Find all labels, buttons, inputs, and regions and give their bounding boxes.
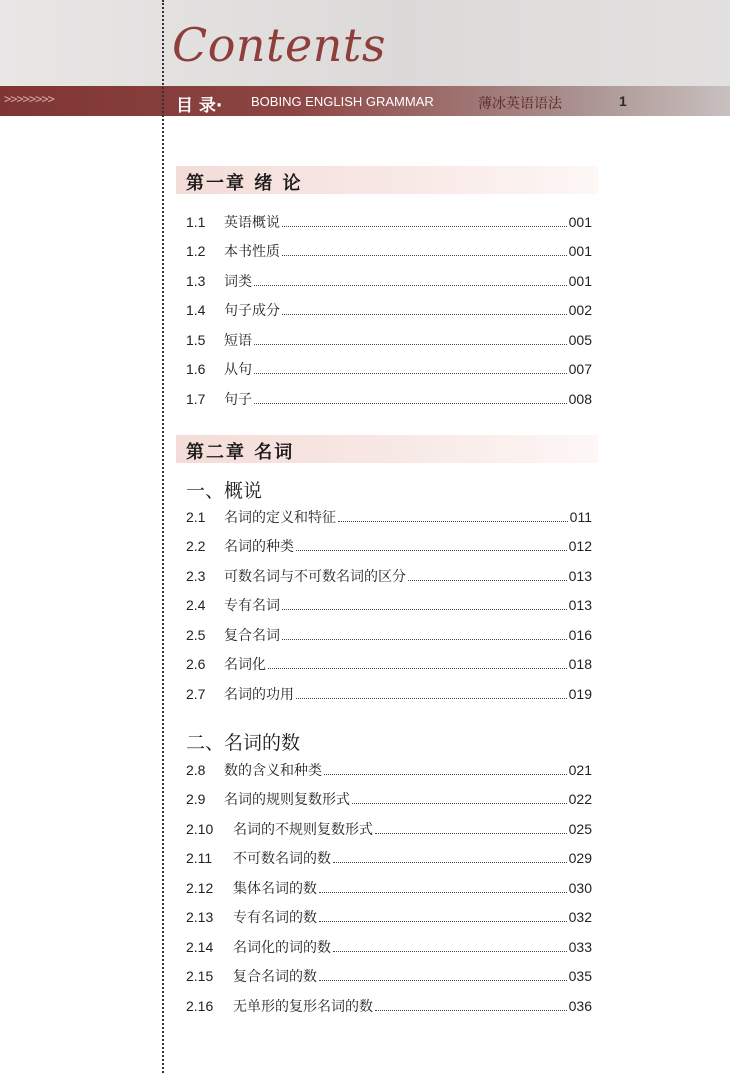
entry-title: 不可数名词的数 [233,851,331,867]
entry-title: 名词的定义和特征 [224,510,336,526]
toc-entry[interactable] [186,330,592,350]
entry-page: 008 [568,391,592,407]
book-title-en: BOBING ENGLISH GRAMMAR [251,94,434,109]
toc-entry[interactable] [186,241,592,261]
entry-number: 2.9 [186,791,206,807]
entry-page: 001 [568,273,592,289]
entry-number: 2.15 [186,968,214,984]
header-band [0,86,730,116]
entry-number: 2.10 [186,821,214,837]
entry-title: 可数名词与不可数名词的区分 [224,569,406,585]
entry-page: 029 [568,850,592,866]
dot-leader [375,1010,567,1011]
entry-title: 无单形的复形名词的数 [233,999,373,1015]
entry-title: 专有名词的数 [233,910,317,926]
entry-number: 1.5 [186,332,206,348]
toc-entry[interactable] [186,271,592,291]
dot-leader [296,550,567,551]
entry-page: 036 [568,998,592,1014]
toc-entry[interactable] [186,789,592,809]
dot-leader [282,226,567,227]
entry-number: 1.3 [186,273,206,289]
entry-title: 名词化的词的数 [233,940,331,956]
section-heading: 一、概说 [186,480,263,502]
entry-title: 短语 [224,333,252,349]
toc-entry[interactable] [186,359,592,379]
entry-title: 从句 [224,362,252,378]
toc-entry[interactable] [186,907,592,927]
dotted-divider [162,0,164,1073]
entry-title: 句子 [224,392,252,408]
dot-leader [352,803,567,804]
toc-entry[interactable] [186,760,592,780]
dot-leader [408,580,567,581]
entry-number: 2.6 [186,656,206,672]
entry-title: 专有名词 [224,598,280,614]
toc-entry[interactable] [186,819,592,839]
dot-leader [333,951,567,952]
toc-entry[interactable] [186,684,592,704]
toc-entry[interactable] [186,507,592,527]
entry-number: 2.16 [186,998,214,1014]
entry-number: 1.7 [186,391,206,407]
entry-title: 名词的不规则复数形式 [233,822,373,838]
chapter-heading [176,435,598,463]
entry-page: 012 [568,538,592,554]
section-heading: 二、名词的数 [186,732,301,754]
toc-entry[interactable] [186,300,592,320]
dot-leader [282,314,567,315]
dot-leader [319,921,567,922]
toc-entry[interactable] [186,536,592,556]
entry-page: 013 [568,568,592,584]
entry-page: 018 [568,656,592,672]
entry-number: 1.1 [186,214,206,230]
page-number: 1 [619,93,627,109]
chapter-title: 第一章 绪 论 [186,173,303,194]
entry-page: 013 [568,597,592,613]
entry-page: 016 [568,627,592,643]
entry-page: 030 [568,880,592,896]
dot-leader [375,833,567,834]
dot-leader [319,980,567,981]
entry-number: 2.13 [186,909,214,925]
entry-number: 1.6 [186,361,206,377]
chapter-title: 第二章 名词 [186,442,295,463]
entry-page: 007 [568,361,592,377]
entry-page: 001 [568,214,592,230]
entry-number: 1.4 [186,302,206,318]
entry-page: 011 [569,509,592,525]
dot-leader [282,609,567,610]
entry-number: 2.7 [186,686,206,702]
entry-title: 名词的种类 [224,539,294,555]
entry-page: 021 [568,762,592,778]
contents-label-cn: 目 录· [176,96,223,116]
entry-page: 002 [568,302,592,318]
entry-number: 2.3 [186,568,206,584]
entry-number: 1.2 [186,243,206,259]
entry-title: 数的含义和种类 [224,763,322,779]
entry-page: 005 [568,332,592,348]
toc-entry[interactable] [186,937,592,957]
entry-page: 022 [568,791,592,807]
dot-leader [254,344,567,345]
toc-entry[interactable] [186,996,592,1016]
entry-page: 033 [568,939,592,955]
entry-number: 2.2 [186,538,206,554]
entry-page: 032 [568,909,592,925]
entry-number: 2.8 [186,762,206,778]
entry-number: 2.4 [186,597,206,613]
entry-number: 2.12 [186,880,214,896]
entry-title: 英语概说 [224,215,280,231]
toc-entry[interactable] [186,654,592,674]
contents-title: Contents [172,18,386,72]
toc-entry[interactable] [186,212,592,232]
entry-title: 名词化 [224,657,266,673]
book-title-cn: 薄冰英语语法 [478,96,562,112]
toc-entry[interactable] [186,595,592,615]
entry-page: 019 [568,686,592,702]
entry-title: 本书性质 [224,244,280,260]
entry-page: 001 [568,243,592,259]
entry-number: 2.1 [186,509,206,525]
dot-leader [333,862,567,863]
arrows-decoration: >>>>>>>> [4,92,54,106]
dot-leader [282,255,567,256]
dot-leader [254,285,567,286]
toc-entry[interactable] [186,848,592,868]
entry-number: 2.5 [186,627,206,643]
toc-entry[interactable] [186,389,592,409]
dot-leader [296,698,567,699]
dot-leader [282,639,567,640]
dot-leader [324,774,567,775]
entry-number: 2.11 [186,850,213,866]
entry-title: 词类 [224,274,252,290]
entry-page: 035 [568,968,592,984]
entry-title: 集体名词的数 [233,881,317,897]
toc-entry[interactable] [186,966,592,986]
dot-leader [254,403,567,404]
toc-entry[interactable] [186,878,592,898]
dot-leader [319,892,567,893]
entry-number: 2.14 [186,939,214,955]
entry-page: 025 [568,821,592,837]
dot-leader [268,668,567,669]
entry-title: 复合名词的数 [233,969,317,985]
entry-title: 复合名词 [224,628,280,644]
entry-title: 句子成分 [224,303,280,319]
dot-leader [338,521,568,522]
toc-entry[interactable] [186,625,592,645]
entry-title: 名词的功用 [224,687,294,703]
toc-entry[interactable] [186,566,592,586]
dot-leader [254,373,567,374]
chapter-heading [176,166,598,194]
entry-title: 名词的规则复数形式 [224,792,350,808]
